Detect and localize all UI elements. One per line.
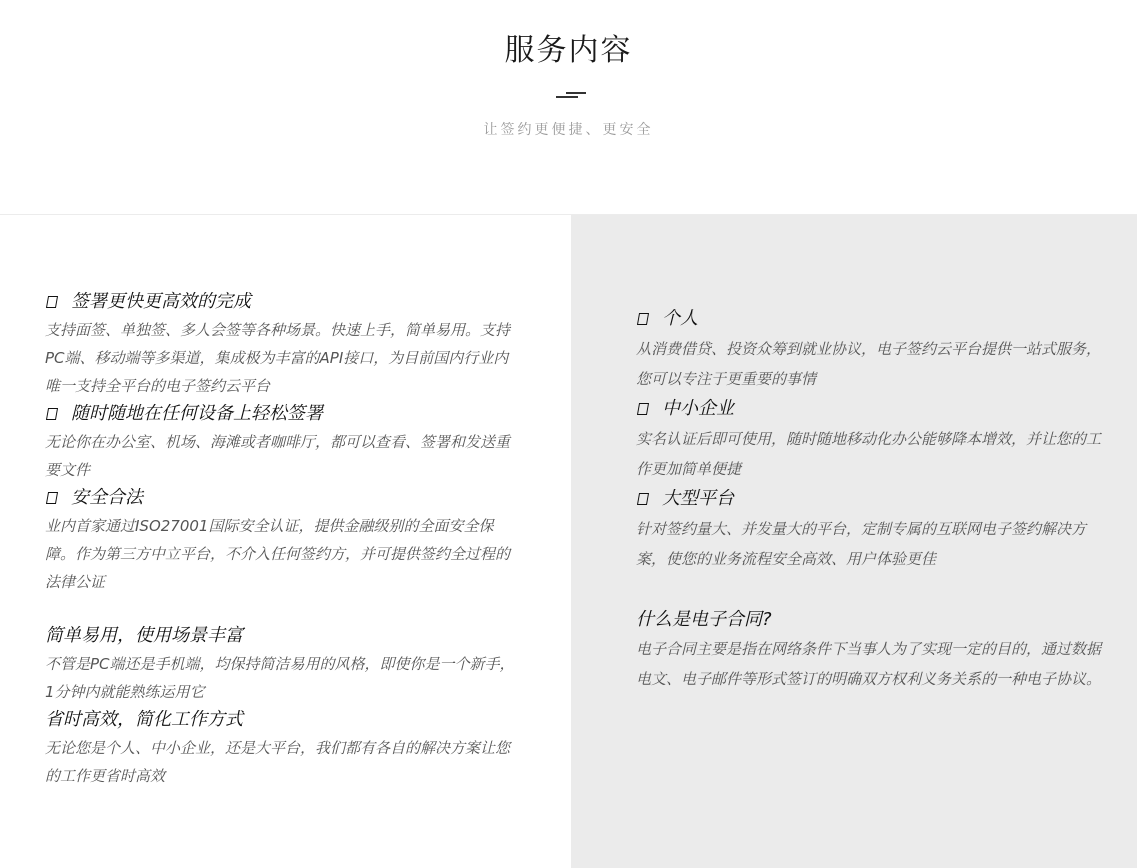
check-icon — [637, 403, 649, 415]
audience-title-text: 个人 — [662, 308, 698, 329]
check-icon — [46, 492, 58, 504]
audience-desc: 从消费借贷、投资众筹到就业协议，电子签约云平台提供一站式服务，您可以专注于更重要的事情 — [636, 340, 1102, 388]
feature-desc: 无论你在办公室、机场、海滩或者咖啡厅，都可以查看、签署和发送重要文件 — [45, 433, 511, 479]
title-divider — [556, 92, 586, 98]
check-icon — [46, 408, 58, 420]
audience-title-text: 大型平台 — [662, 488, 734, 509]
point-desc: 无论您是个人、中小企业，还是大平台，我们都有各自的解决方案让您的工作更省时高效 — [45, 739, 511, 785]
page-title: 服务内容 — [504, 33, 633, 68]
section-header — [0, 0, 1137, 215]
audience-title-text: 中小企业 — [662, 398, 734, 419]
feature-title — [45, 400, 520, 428]
point-desc: 不管是PC端还是手机端，均保持简洁易用的风格，即使你是一个新手，1分钟内就能熟练运用它 — [45, 655, 515, 701]
faq-answer: 电子合同主要是指在网络条件下当事人为了实现一定的目的，通过数据电文、电子邮件等形式签订的明确双方权利义务关系的一种电子协议。 — [636, 640, 1102, 688]
audiences-column — [636, 304, 1106, 694]
audience-title — [636, 394, 1106, 424]
feature-title-text: 随时随地在任何设备上轻松签署 — [71, 403, 323, 424]
check-icon — [46, 296, 58, 308]
spacer — [45, 596, 520, 622]
spacer — [636, 574, 1106, 606]
feature-title — [45, 484, 520, 512]
divider-line — [556, 96, 578, 98]
features-column — [45, 288, 520, 790]
point-title: 省时高效，简化工作方式 — [45, 709, 243, 730]
audience-title — [636, 304, 1106, 334]
audience-desc: 实名认证后即可使用，随时随地移动化办公能够降本增效，并让您的工作更加简单便捷 — [636, 430, 1102, 478]
check-icon — [637, 313, 649, 325]
point-title: 简单易用，使用场景丰富 — [45, 625, 243, 646]
page-subtitle: 让签约更便捷、更安全 — [483, 122, 654, 138]
feature-desc: 支持面签、单独签、多人会签等各种场景。快速上手，简单易用。支持PC端、移动端等多渠道，集成极为丰富的API接口，为目前国内行业内唯一支持全平台的电子签约云平台 — [45, 321, 511, 395]
check-icon — [637, 493, 649, 505]
faq-question: 什么是电子合同? — [636, 609, 772, 630]
audience-desc: 针对签约量大、并发量大的平台，定制专属的互联网电子签约解决方案，使您的业务流程安全高效、用户体验更佳 — [636, 520, 1087, 568]
divider-line — [566, 92, 586, 94]
feature-title-text: 安全合法 — [71, 487, 143, 508]
feature-title — [45, 288, 520, 316]
feature-desc: 业内首家通过ISO27001国际安全认证，提供金融级别的全面安全保障。作为第三方中立平台，不介入任何签约方，并可提供签约全过程的法律公证 — [45, 517, 511, 591]
audience-title — [636, 484, 1106, 514]
feature-title-text: 签署更快更高效的完成 — [71, 291, 251, 312]
